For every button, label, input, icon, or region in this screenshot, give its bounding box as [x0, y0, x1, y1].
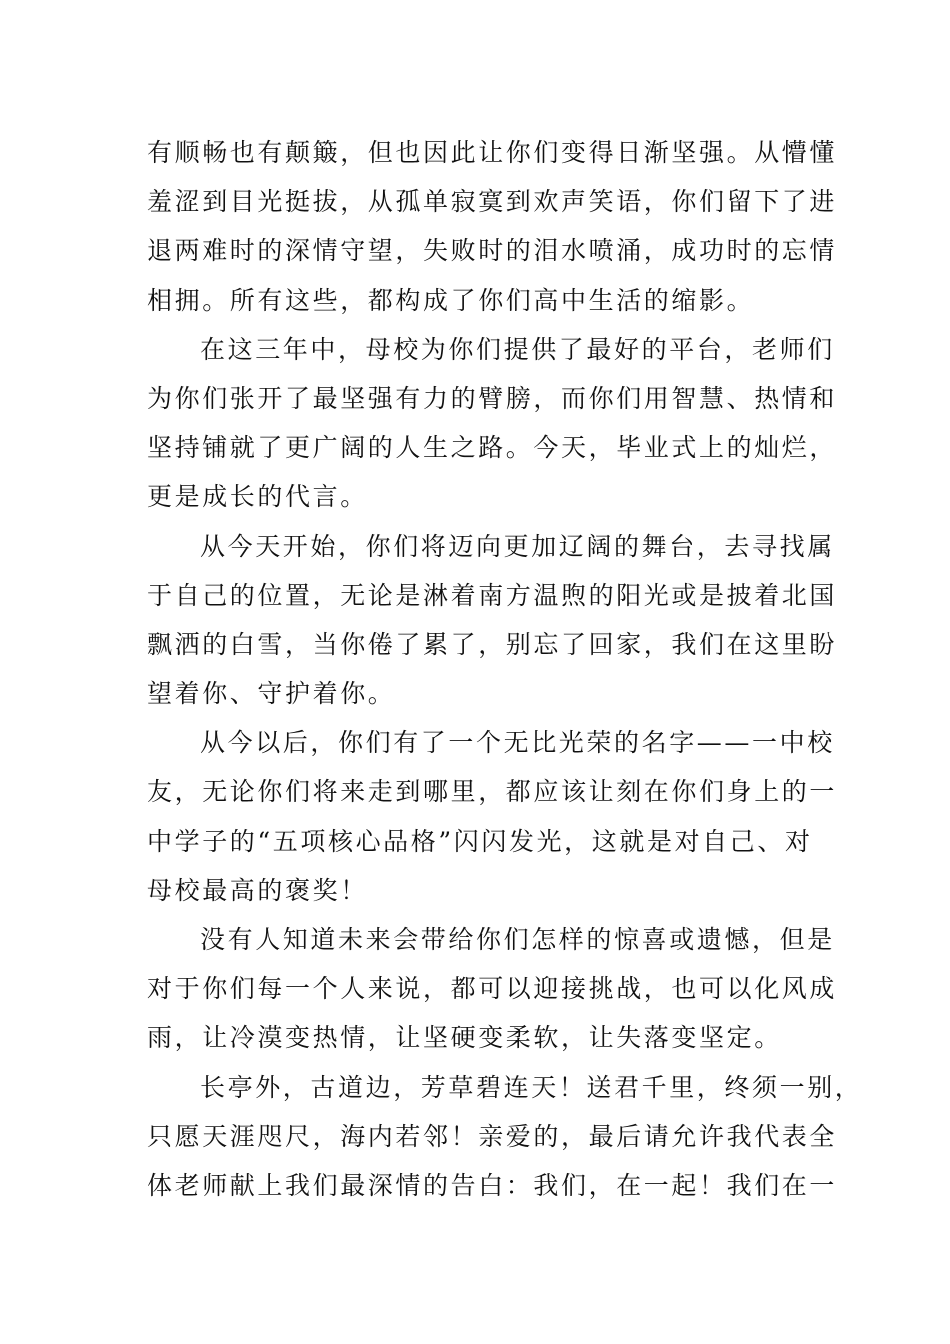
text-line: 友，无论你们将来走到哪里，都应该让刻在你们身上的一 — [147, 777, 838, 807]
text-line: 中学子的“五项核心品格”闪闪发光，这就是对自己、对 — [147, 826, 813, 856]
text-line: 于自己的位置，无论是淋着南方温煦的阳光或是披着北国 — [147, 580, 838, 610]
text-line: 有顺畅也有颠簸，但也因此让你们变得日渐坚强。从懵懂 — [147, 138, 838, 167]
paragraph-first-line: 没有人知道未来会带给你们怎样的惊喜或遗憾，但是 — [200, 925, 835, 954]
paragraph-first-line: 长亭外，古道边，芳草碧连天！送君千里，终须一别， — [200, 1072, 863, 1102]
text-line: 坚持铺就了更广阔的人生之路。今天，毕业式上的灿烂， — [147, 433, 838, 463]
text-line: 望着你、守护着你。 — [147, 679, 396, 709]
document-body — [147, 128, 863, 1210]
text-line: 飘洒的白雪，当你倦了累了，别忘了回家，我们在这里盼 — [147, 629, 838, 659]
text-line: 退两难时的深情守望，失败时的泪水喷涌，成功时的忘情 — [147, 236, 838, 266]
text-line: 只愿天涯咫尺，海内若邻！亲爱的，最后请允许我代表全 — [147, 1121, 838, 1151]
text-line: 羞涩到目光挺拔，从孤单寂寞到欢声笑语，你们留下了进 — [147, 187, 838, 217]
text-line: 母校最高的褒奖！ — [147, 875, 368, 905]
text-line: 为你们张开了最坚强有力的臂膀，而你们用智慧、热情和 — [147, 383, 838, 413]
text-line: 体老师献上我们最深情的告白：我们，在一起！我们在一 — [147, 1170, 838, 1200]
text-line: 对于你们每一个人来说，都可以迎接挑战，也可以化风成 — [147, 974, 838, 1004]
text-line: 相拥。所有这些，都构成了你们高中生活的缩影。 — [147, 285, 755, 315]
paragraph-first-line: 在这三年中，母校为你们提供了最好的平台，老师们 — [200, 334, 835, 364]
text-line: 更是成长的代言。 — [147, 482, 368, 512]
paragraph-first-line: 从今以后，你们有了一个无比光荣的名字——一中校 — [200, 728, 835, 758]
text-line: 雨，让冷漠变热情，让坚硬变柔软，让失落变坚定。 — [147, 1023, 782, 1053]
paragraph-first-line: 从今天开始，你们将迈向更加辽阔的舞台，去寻找属 — [200, 531, 835, 561]
